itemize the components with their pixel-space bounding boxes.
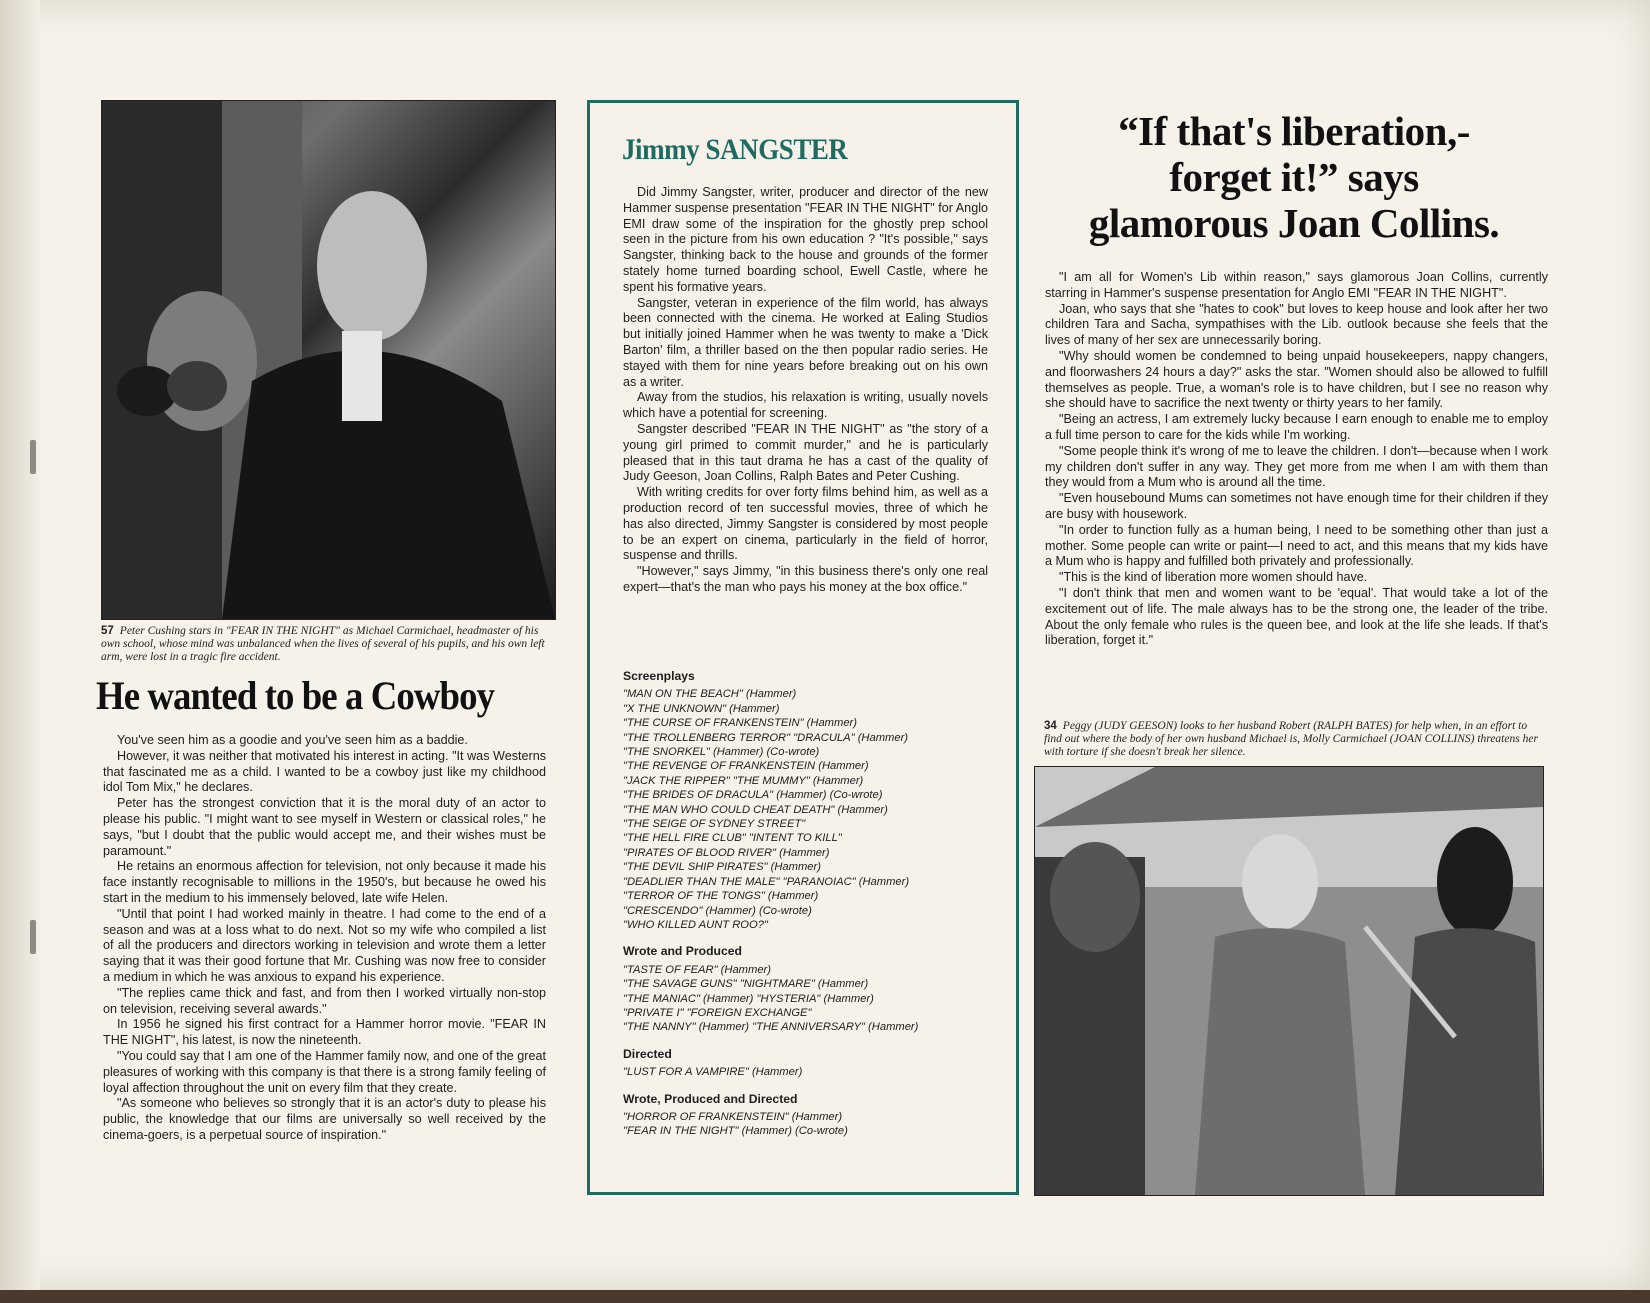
credit-item: "MAN ON THE BEACH" (Hammer) bbox=[623, 688, 797, 701]
credit-item: "THE SEIGE OF SYDNEY STREET" bbox=[623, 818, 806, 831]
paragraph: Sangster, veteran in experience of the film world, has always been connected with the cinema. He worked at Ealing Studios but initially joined Hammer when he was twenty to make a 'Dick Barton' film, a thriller based on the then popular radio series. He stayed with them for nine years before breaking out on his own as a writer. bbox=[623, 295, 988, 389]
binding-spine bbox=[0, 0, 40, 1290]
credits-heading: Directed bbox=[623, 1046, 672, 1061]
credit-item: "THE MAN WHO COULD CHEAT DEATH" (Hammer) bbox=[623, 803, 888, 816]
credit-item: "THE DEVIL SHIP PIRATES" (Hammer) bbox=[623, 861, 821, 874]
credit-item: "THE BRIDES OF DRACULA" (Hammer) (Co-wrote) bbox=[623, 789, 883, 802]
credit-item: "JACK THE RIPPER" "THE MUMMY" (Hammer) bbox=[623, 774, 864, 787]
caption-text: Peter Cushing stars in "FEAR IN THE NIGHT" as Michael Carmichael, headmaster of his own school, whose mind was unbalanced when the lives of several of his pupils, and his own left arm, were lost in a tragic fire accident. bbox=[101, 625, 545, 663]
credit-item: "X THE UNKNOWN" (Hammer) bbox=[623, 702, 780, 715]
paragraph: "I am all for Women's Lib within reason," says glamorous Joan Collins, currently starring in Hammer's suspense presentation for Anglo EMI "FEAR IN THE NIGHT". bbox=[1045, 270, 1548, 300]
paragraph: However, it was neither that motivated his interest in acting. "It was Westerns that fascinated me as a child. I wanted to be a cowboy just like my childhood idol Tom Mix," he declares. bbox=[103, 748, 546, 795]
credit-item: "PRIVATE I" "FOREIGN EXCHANGE" bbox=[623, 1006, 812, 1019]
film-still-photo bbox=[1034, 766, 1544, 1196]
credit-item: "TASTE OF FEAR" (Hammer) bbox=[623, 963, 771, 976]
caption-text: Peggy (JUDY GEESON) looks to her husband Robert (RALPH BATES) for help when, in an effort to find out where the body of her own husband Michael is, Molly Carmichael (JOAN COLLINS) threatens her with torture if she doesn't break her silence. bbox=[1044, 720, 1538, 758]
credits-heading: Screenplays bbox=[623, 669, 695, 683]
credits-section bbox=[623, 1047, 993, 1080]
paragraph: "The replies came thick and fast, and from then I worked virtually non-stop on television, receiving several awards." bbox=[103, 985, 546, 1016]
paragraph: "Until that point I had worked mainly in theatre. I had come to the end of a season and was at a loss what to do next. Not so my wife who compiled a list of all the producers and directors working in television and wrote them a letter saying that it was their good fortune that Mr. Cushing was now free to consider a medium in which he was anxious to expand his experience. bbox=[103, 906, 546, 984]
collins-article bbox=[1045, 270, 1548, 649]
credit-item: "THE NANNY" (Hammer) "THE ANNIVERSARY" (Hammer) bbox=[623, 1021, 919, 1034]
credit-item: "CRESCENDO" (Hammer) (Co-wrote) bbox=[623, 904, 812, 917]
sangster-panel bbox=[587, 100, 1019, 1195]
credits-section bbox=[623, 944, 993, 1034]
credit-item: "WHO KILLED AUNT ROO?" bbox=[623, 918, 768, 931]
headline-line: glamorous Joan Collins. bbox=[1088, 200, 1500, 246]
credit-item: "HORROR OF FRANKENSTEIN" (Hammer) bbox=[623, 1110, 843, 1123]
paragraph: "In order to function fully as a human being, I need to be something other than just a mother. Some people can write or paint—I need to act, and this means that my kids have a Mum who is happy and fulfilled both privately and professionally. bbox=[1045, 522, 1548, 569]
paragraph: "I don't think that men and women want to be 'equal'. That would take a lot of the excitement out of life. The male always has to be the strong one, the leader of the tribe. About the only female who rules is the queen bee, and look at the life she leads. If that's liberation, forget it." bbox=[1045, 585, 1548, 648]
paragraph: Away from the studios, his relaxation is writing, usually novels which have a potential for screening. bbox=[623, 390, 988, 421]
credit-item: "THE MANIAC" (Hammer) "HYSTERIA" (Hammer) bbox=[623, 992, 874, 1005]
paragraph: With writing credits for over forty films behind him, as well as a production record of ten successful movies, three of which he has also directed, Jimmy Sangster is considered by most people to be an expert on cinema, particularly in the field of horror, suspense and thrills. bbox=[623, 485, 988, 563]
credit-item: "PIRATES OF BLOOD RIVER" (Hammer) bbox=[623, 846, 830, 859]
credit-item: "DEADLIER THAN THE MALE" "PARANOIAC" (Hammer) bbox=[623, 875, 910, 888]
credit-item: "FEAR IN THE NIGHT" (Hammer) (Co-wrote) bbox=[623, 1125, 848, 1138]
headline-cowboy: He wanted to be a Cowboy bbox=[96, 673, 495, 718]
paragraph: "Some people think it's wrong of me to leave the children. I don't—because when I work my children don't suffer in any way. They get more from me when I am with them than they would from a Mum who is around all the time. bbox=[1045, 443, 1548, 490]
credit-item: "THE HELL FIRE CLUB" "INTENT TO KILL" bbox=[623, 832, 842, 845]
photo-caption-57 bbox=[101, 625, 554, 664]
credit-item: "THE SNORKEL" (Hammer) (Co-wrote) bbox=[623, 746, 820, 759]
peter-cushing-photo bbox=[101, 100, 556, 620]
paragraph: "You could say that I am one of the Hammer family now, and one of the great pleasures of working with this company is that there is a strong family feeling of loyal affection throughout the unit on every film that they create. bbox=[103, 1048, 546, 1095]
headline-joan-collins bbox=[1040, 108, 1548, 246]
paragraph: "Being an actress, I am extremely lucky because I earn enough to enable me to employ a full time person to care for the kids while I'm working. bbox=[1045, 412, 1548, 442]
paragraph: Joan, who says that she "hates to cook" but loves to keep house and look after her two children Tara and Sacha, sympathises with the Lib. outlook because she feels that the lives of many of her sex are unnecessarily boring. bbox=[1045, 301, 1548, 348]
sangster-article bbox=[623, 185, 988, 596]
paragraph: "As someone who believes so strongly that it is an actor's duty to please his public, the knowledge that our films are universally so well received by the cinema-goers, is a perpetual source of inspiration." bbox=[103, 1096, 546, 1142]
credits-section bbox=[623, 669, 993, 932]
photo-caption-34 bbox=[1044, 720, 1544, 759]
credit-item: "THE TROLLENBERG TERROR" "DRACULA" (Hammer) bbox=[623, 731, 909, 744]
paragraph: He retains an enormous affection for television, not only because it made his face instantly recognisable to millions in the 1950's, but because he owed his start in the medium to his immensely beloved, late wife Helen. bbox=[103, 859, 546, 905]
cushing-article bbox=[103, 733, 546, 1144]
paragraph: "Even housebound Mums can sometimes not have enough time for their children if they are busy with housework. bbox=[1045, 491, 1548, 521]
credits-section bbox=[623, 1092, 993, 1139]
credits-heading: Wrote, Produced and Directed bbox=[623, 1091, 798, 1106]
paragraph: You've seen him as a goodie and you've seen him as a baddie. bbox=[117, 733, 468, 747]
panel-title: Jimmy SANGSTER bbox=[622, 133, 848, 166]
paragraph: "However," says Jimmy, "in this business there's only one real expert—that's the man who pays his money at the box office." bbox=[623, 564, 988, 594]
headline-line: “If that's liberation,- bbox=[1118, 108, 1470, 154]
paragraph: "Why should women be condemned to being unpaid housekeepers, nappy changers, and floorwashers 24 hours a day?" asks the star. "Women should also be allowed to fulfill themselves as people. True, a woman's role is to have children, but I see no reason why she should have to sacrifice the next twenty or thirty years to her family. bbox=[1045, 348, 1548, 411]
photo-number: 57 bbox=[101, 625, 114, 637]
staple bbox=[30, 440, 36, 474]
paragraph: Did Jimmy Sangster, writer, producer and director of the new Hammer suspense presentation "FEAR IN THE NIGHT" for Anglo EMI draw some of the inspiration for the ghostly prep school seen in the picture from his own education ? "It's possible," says Sangster, thinking back to the house and grounds of the former stately home turned boarding school, Ewell Castle, where he spent his formative years. bbox=[623, 185, 988, 294]
credit-item: "LUST FOR A VAMPIRE" (Hammer) bbox=[623, 1066, 803, 1079]
paragraph: "This is the kind of liberation more women should have. bbox=[1059, 570, 1368, 585]
credit-item: "THE REVENGE OF FRANKENSTEIN (Hammer) bbox=[623, 760, 869, 773]
headline-line: forget it!” says bbox=[1169, 154, 1419, 200]
paragraph: In 1956 he signed his first contract for a Hammer horror movie. "FEAR IN THE NIGHT", his latest, is now the nineteenth. bbox=[103, 1017, 546, 1048]
paragraph: Peter has the strongest conviction that it is the moral duty of an actor to please his public. "I might want to see myself in Western or classical roles," he says, "but I doubt that the public would accept me, and their wishes must be paramount." bbox=[103, 796, 546, 858]
credit-item: "THE SAVAGE GUNS" "NIGHTMARE" (Hammer) bbox=[623, 978, 869, 991]
staple bbox=[30, 920, 36, 954]
credit-item: "THE CURSE OF FRANKENSTEIN" (Hammer) bbox=[623, 717, 857, 730]
credits-heading: Wrote and Produced bbox=[623, 944, 742, 959]
photo-number: 34 bbox=[1044, 720, 1057, 732]
credits-list bbox=[623, 669, 993, 1151]
credit-item: "TERROR OF THE TONGS" (Hammer) bbox=[623, 890, 819, 903]
paragraph: Sangster described "FEAR IN THE NIGHT" as "the story of a young girl primed to commit murder," and he is particularly pleased that in this taut drama he has a cast of the quality of Judy Geeson, Joan Collins, Ralph Bates and Peter Cushing. bbox=[623, 421, 988, 484]
